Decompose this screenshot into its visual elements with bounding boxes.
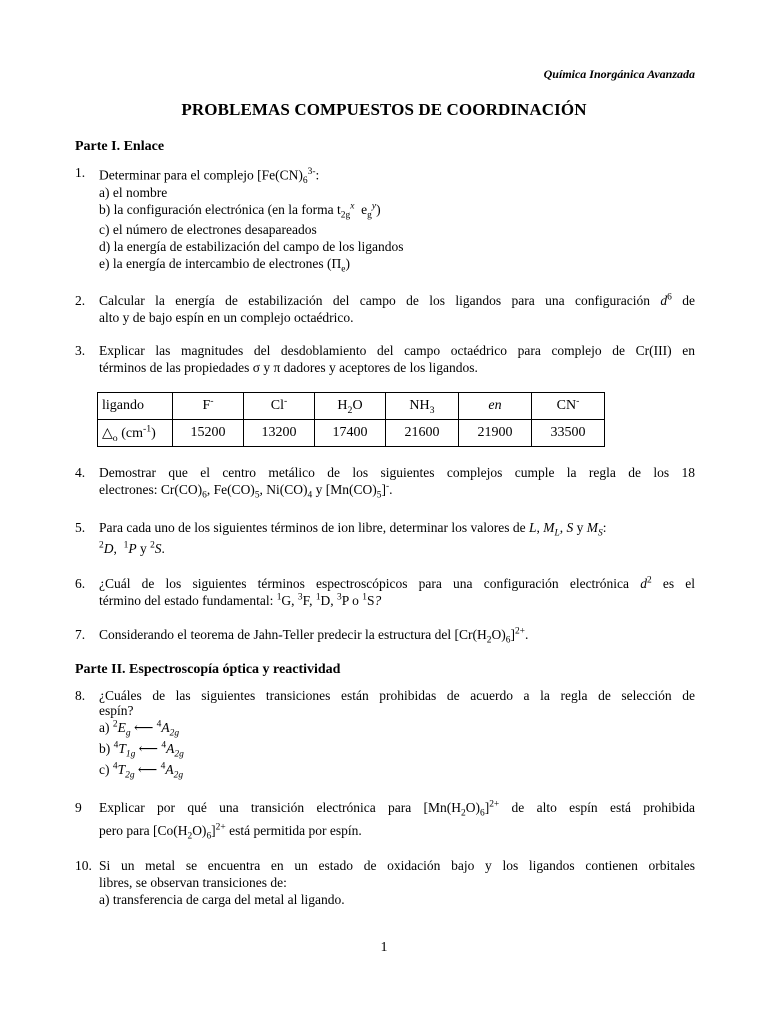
question-7 (75, 626, 695, 646)
question-number: 8. (75, 688, 86, 703)
question-text-line1: Si un metal se encuentra en un estado de oxidación bajo y los ligandos contienen orbitales (99, 858, 695, 873)
table-cell-ligand: Cl- (244, 393, 315, 420)
option-a: a) transferencia de carga del metal al ligando. (99, 892, 345, 907)
question-text-line1: ¿Cuál de los siguientes términos espectroscópicos para una configuración electrónica $d^2$ es el (99, 575, 695, 591)
question-1 (75, 164, 695, 275)
question-text-line1: Explicar por qué una transición electrónica para $[Mn(H_2O)_6]^{2+}$ de alto espín está prohibida (99, 799, 695, 819)
table-row-values (98, 420, 605, 447)
table-cell-value: 21600 (386, 420, 459, 447)
table-cell-ligand: $H_2O$ (315, 393, 386, 420)
transition-b: b) $^4T_{1g}$ ⟵ $^4A_{2g}$ (99, 740, 184, 760)
course-header: Química Inorgánica Avanzada (543, 67, 695, 81)
question-number: 9 (75, 800, 82, 815)
part-2-heading: Parte II. Espectroscopía óptica y reactividad (75, 662, 341, 677)
table-header-label: ligando (98, 393, 173, 420)
option-d: d) la energía de estabilización del campo de los ligandos (99, 238, 404, 254)
question-text-line2: libres, se observan transiciones de: (99, 875, 287, 890)
question-5 (75, 519, 695, 557)
question-number: 10. (75, 858, 92, 873)
question-text-line1: Explicar las magnitudes del desdoblamiento del campo octaédrico para complejo de Cr(III) en (99, 343, 695, 358)
question-3 (75, 342, 695, 376)
question-text-line2: pero para $[Co(H_2O)_6]^{2+}$ está permitida por espín. (99, 822, 362, 842)
question-2 (75, 292, 695, 326)
question-text: Considerando el teorema de Jahn-Teller predecir la estructura del $[Cr(H_2O)_6]^{2+}$. (99, 626, 529, 646)
option-c: c) el número de electrones desapareados (99, 221, 317, 237)
transition-a: a) $^2E_g$ ⟵ $^4A_{2g}$ (99, 719, 180, 739)
question-text-line1: Demostrar que el centro metálico de los siguientes complejos cumple la regla de los 18 (99, 465, 695, 480)
question-text-line2: término del estado fundamental: $^1$G, $^3$F, $^1$D, $^3$P o $^1$S? (99, 592, 382, 608)
question-10 (75, 857, 695, 908)
question-text-line1: Calcular la energía de estabilización del campo de los ligandos para una configuración $d^6$ de (99, 292, 695, 308)
table-cell-ligand: $NH_3$ (386, 393, 459, 420)
question-number: 7. (75, 627, 86, 642)
table-cell-value: 15200 (173, 420, 244, 447)
page-number: 1 (380, 940, 388, 955)
table-row-label: $\triangle_o$ $(cm^{-1})$ (98, 420, 173, 447)
table-cell-ligand: en (459, 393, 532, 420)
question-terms: $^2$D, $^1$P y $^2$S. (99, 540, 165, 556)
document-title: PROBLEMAS COMPUESTOS DE COORDINACIÓN (181, 100, 587, 119)
question-number: 5. (75, 520, 86, 535)
option-b: b) la configuración electrónica (en la forma $t_{2g}^x$ $e_g^y$) (99, 201, 381, 221)
option-e: e) la energía de intercambio de electrones $(\Pi_e)$ (99, 255, 350, 275)
table-cell-value: 21900 (459, 420, 532, 447)
part-1-heading: Parte I. Enlace (75, 139, 165, 154)
question-text-line2: espín? (99, 703, 134, 718)
question-text: Determinar para el complejo [$Fe(CN)_6^{3-}$: (99, 167, 320, 187)
question-4 (75, 464, 695, 501)
question-number: 3. (75, 343, 86, 358)
question-text-line1: ¿Cuáles de las siguientes transiciones están prohibidas de acuerdo a la regla de selección de (99, 688, 695, 703)
table-cell-value: 13200 (244, 420, 315, 447)
question-number: 4. (75, 465, 86, 480)
question-number: 2. (75, 293, 86, 308)
question-text-line2: términos de las propiedades σ y π dadores y aceptores de los ligandos. (99, 360, 478, 375)
table-cell-value: 33500 (532, 420, 605, 447)
question-number: 1. (75, 165, 86, 180)
table-cell-value: 17400 (315, 420, 386, 447)
ligand-splitting-table (97, 392, 605, 447)
question-8 (75, 687, 695, 781)
option-a: a) el nombre (99, 184, 168, 200)
table-row-ligands (98, 393, 605, 420)
question-6 (75, 575, 695, 609)
question-text-line1: Para cada uno de los siguientes términos de ion libre, determinar los valores de L, $M_L$, S y $M_S$: (99, 520, 607, 539)
question-number: 6. (75, 576, 86, 591)
transition-c: c) $^4T_{2g}$ ⟵ $^4A_{2g}$ (99, 761, 184, 781)
question-text-line2: alto y de bajo espín en un complejo octaédrico. (99, 310, 354, 325)
table-cell-ligand: F- (173, 393, 244, 420)
question-text-line2: electrones: $Cr(CO)_6$, $Fe(CO)_5$, $Ni(CO)_4$ y $[Mn(CO)_5]^-$. (99, 481, 393, 501)
question-9 (75, 799, 695, 842)
table-cell-ligand: CN- (532, 393, 605, 420)
